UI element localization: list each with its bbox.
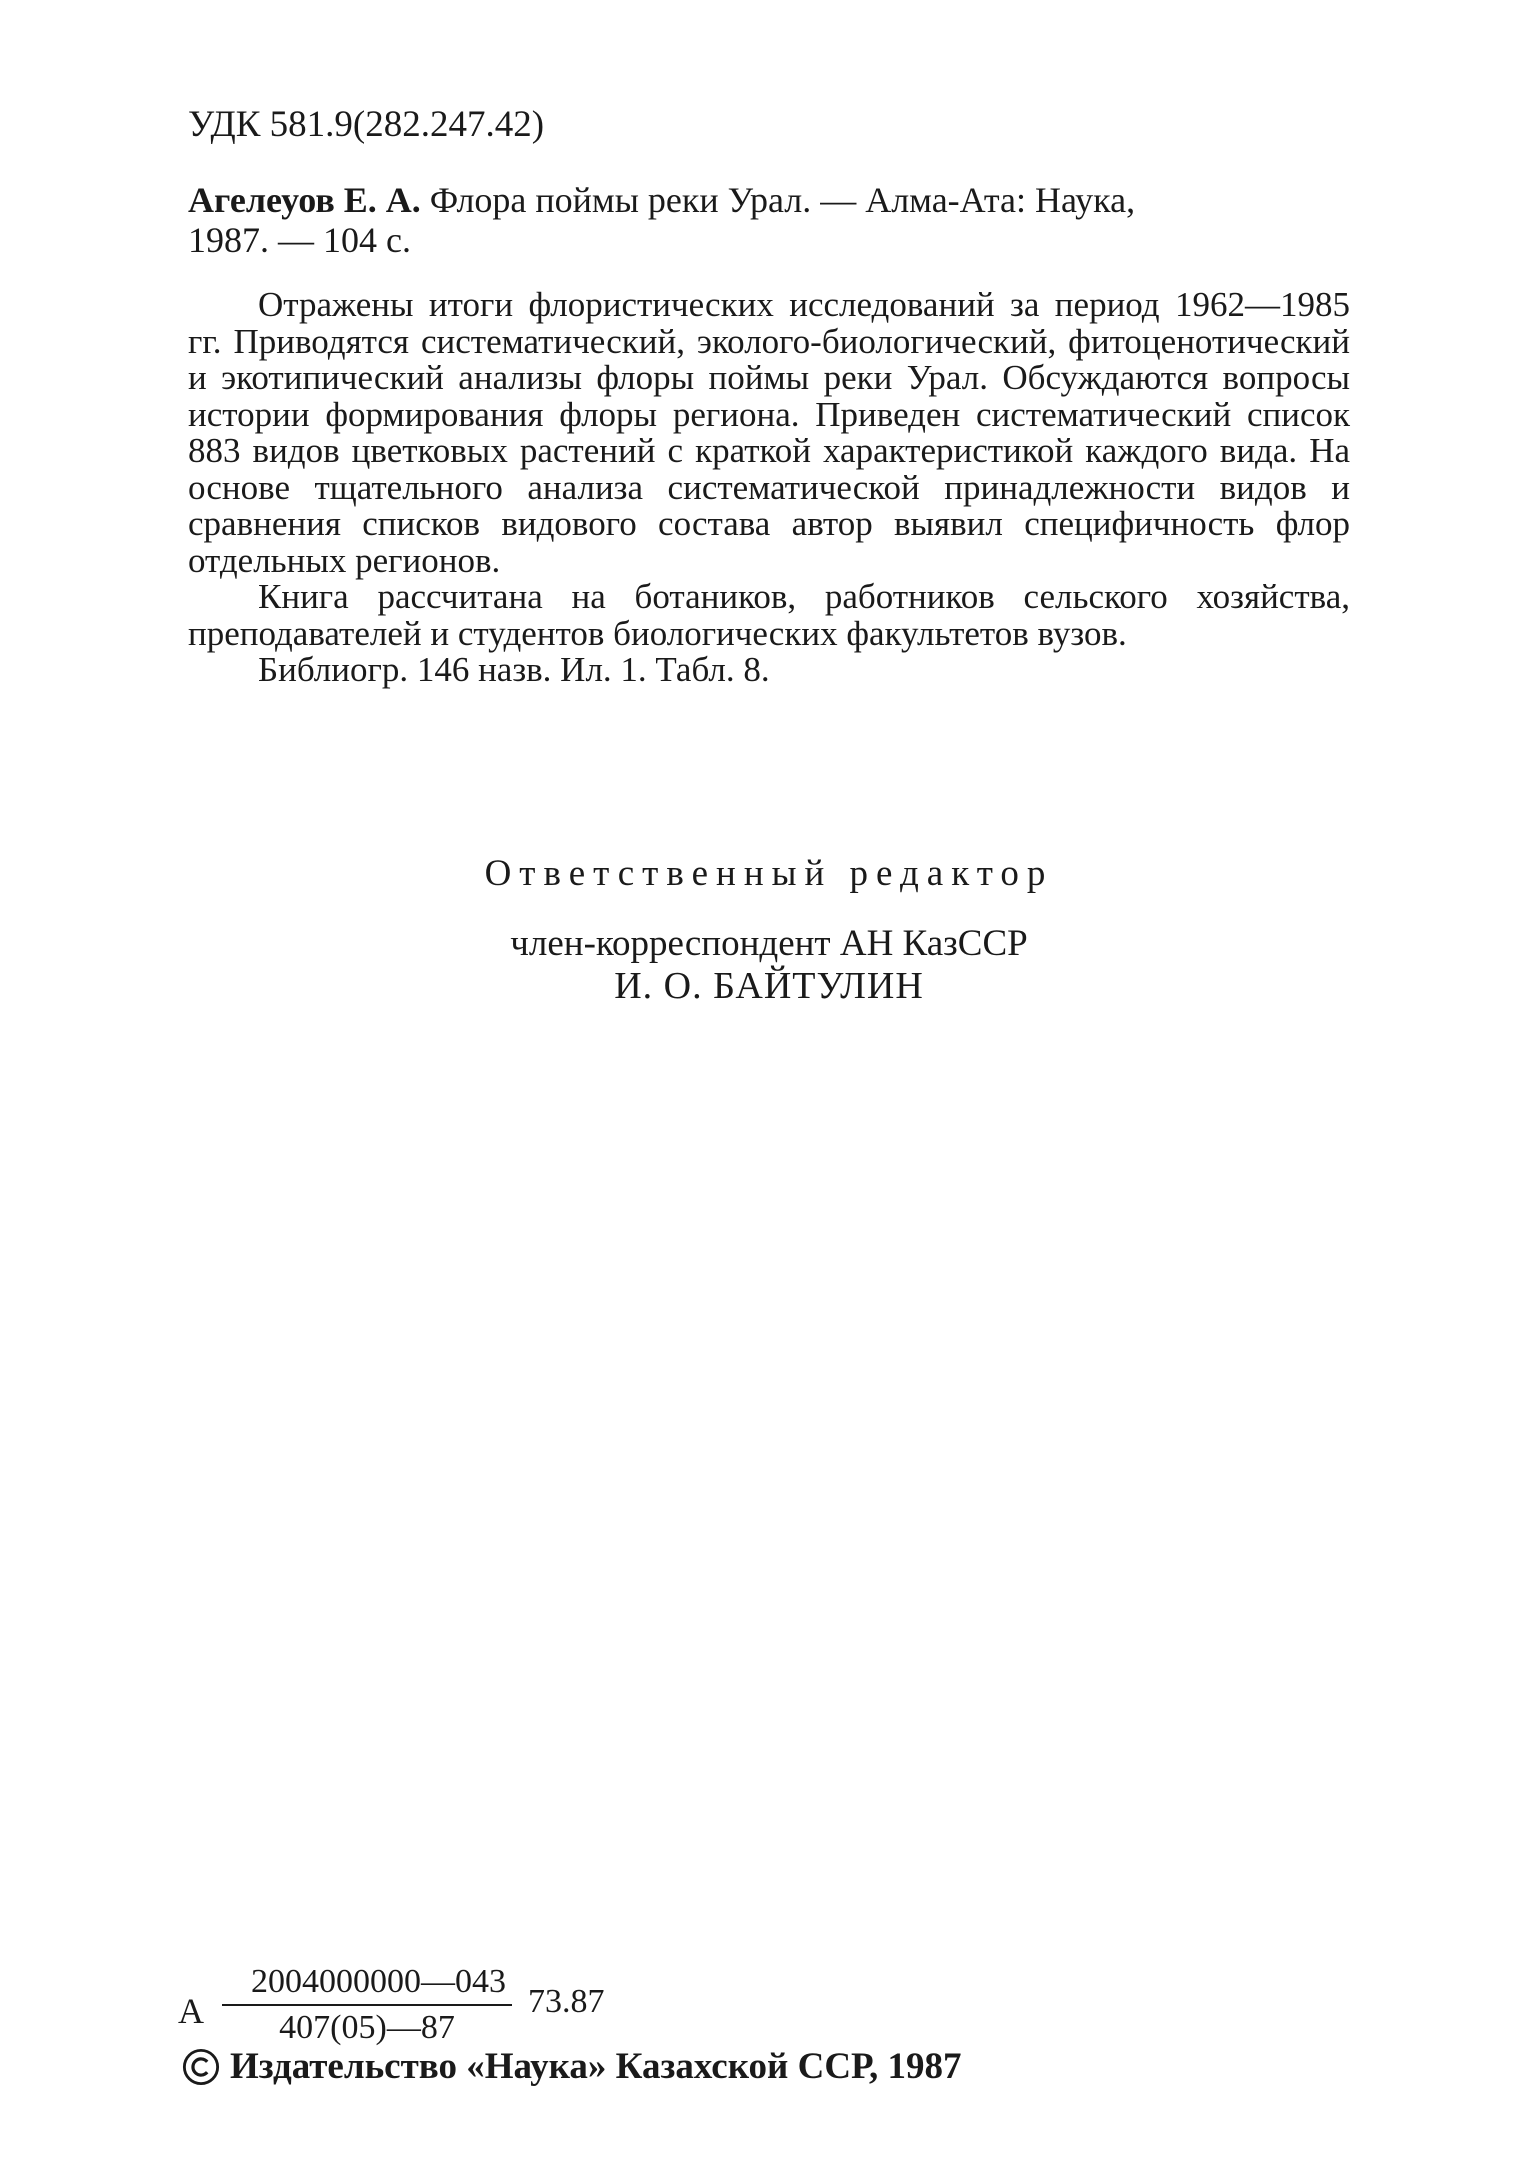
fraction-bar <box>222 2004 512 2006</box>
index-fraction <box>222 1962 512 2048</box>
editor-name: И. О. БАЙТУЛИН <box>614 965 924 1007</box>
book-title-publisher: Флора поймы реки Урал. — Алма-Ата: Наука, <box>420 180 1136 220</box>
audience-paragraph: Книга рассчитана на ботаников, работников сельского хозяйства, преподавателей и студентов биологических факультетов вузов. <box>188 577 1350 653</box>
abstract <box>188 287 1350 689</box>
author-name: Агелеуов Е. А. <box>188 180 421 220</box>
index-suffix: 73.87 <box>528 1983 605 2020</box>
bibliography-note: Библиогр. 146 назв. Ил. 1. Табл. 8. <box>258 650 770 689</box>
udc-code: УДК 581.9(282.247.42) <box>188 104 545 145</box>
index-letter: А <box>178 1991 204 2031</box>
index-denominator: 407(05)—87 <box>279 2009 455 2046</box>
bibliographic-entry-line-2: 1987. — 104 с. <box>188 220 411 260</box>
copyright-icon <box>182 2048 220 2086</box>
index-numerator: 2004000000—043 <box>251 1963 506 2000</box>
abstract-paragraph: Отражены итоги флористических исследований за период 1962—1985 гг. Приводятся систематический, эколого-биологический, фитоценотический и экотипический анализы флоры поймы реки Урал. Обсуждаются вопросы истории формирования флоры региона. Приведен систематический список 883 видов цветковых растений с краткой характеристикой каждого вида. На основе тщательного анализа систематической принадлежности видов и сравнения списков видового состава автор выявил специфичность флор отдельных регионов. <box>188 285 1350 580</box>
editor-heading: Ответственный редактор <box>484 853 1054 894</box>
editor-title: член-корреспондент АН КазССР <box>510 923 1028 964</box>
bibliographic-entry-line-1 <box>188 180 1350 220</box>
copyright-text: Издательство «Наука» Казахской ССР, 1987 <box>230 2046 962 2087</box>
copyright-line <box>182 2045 962 2088</box>
